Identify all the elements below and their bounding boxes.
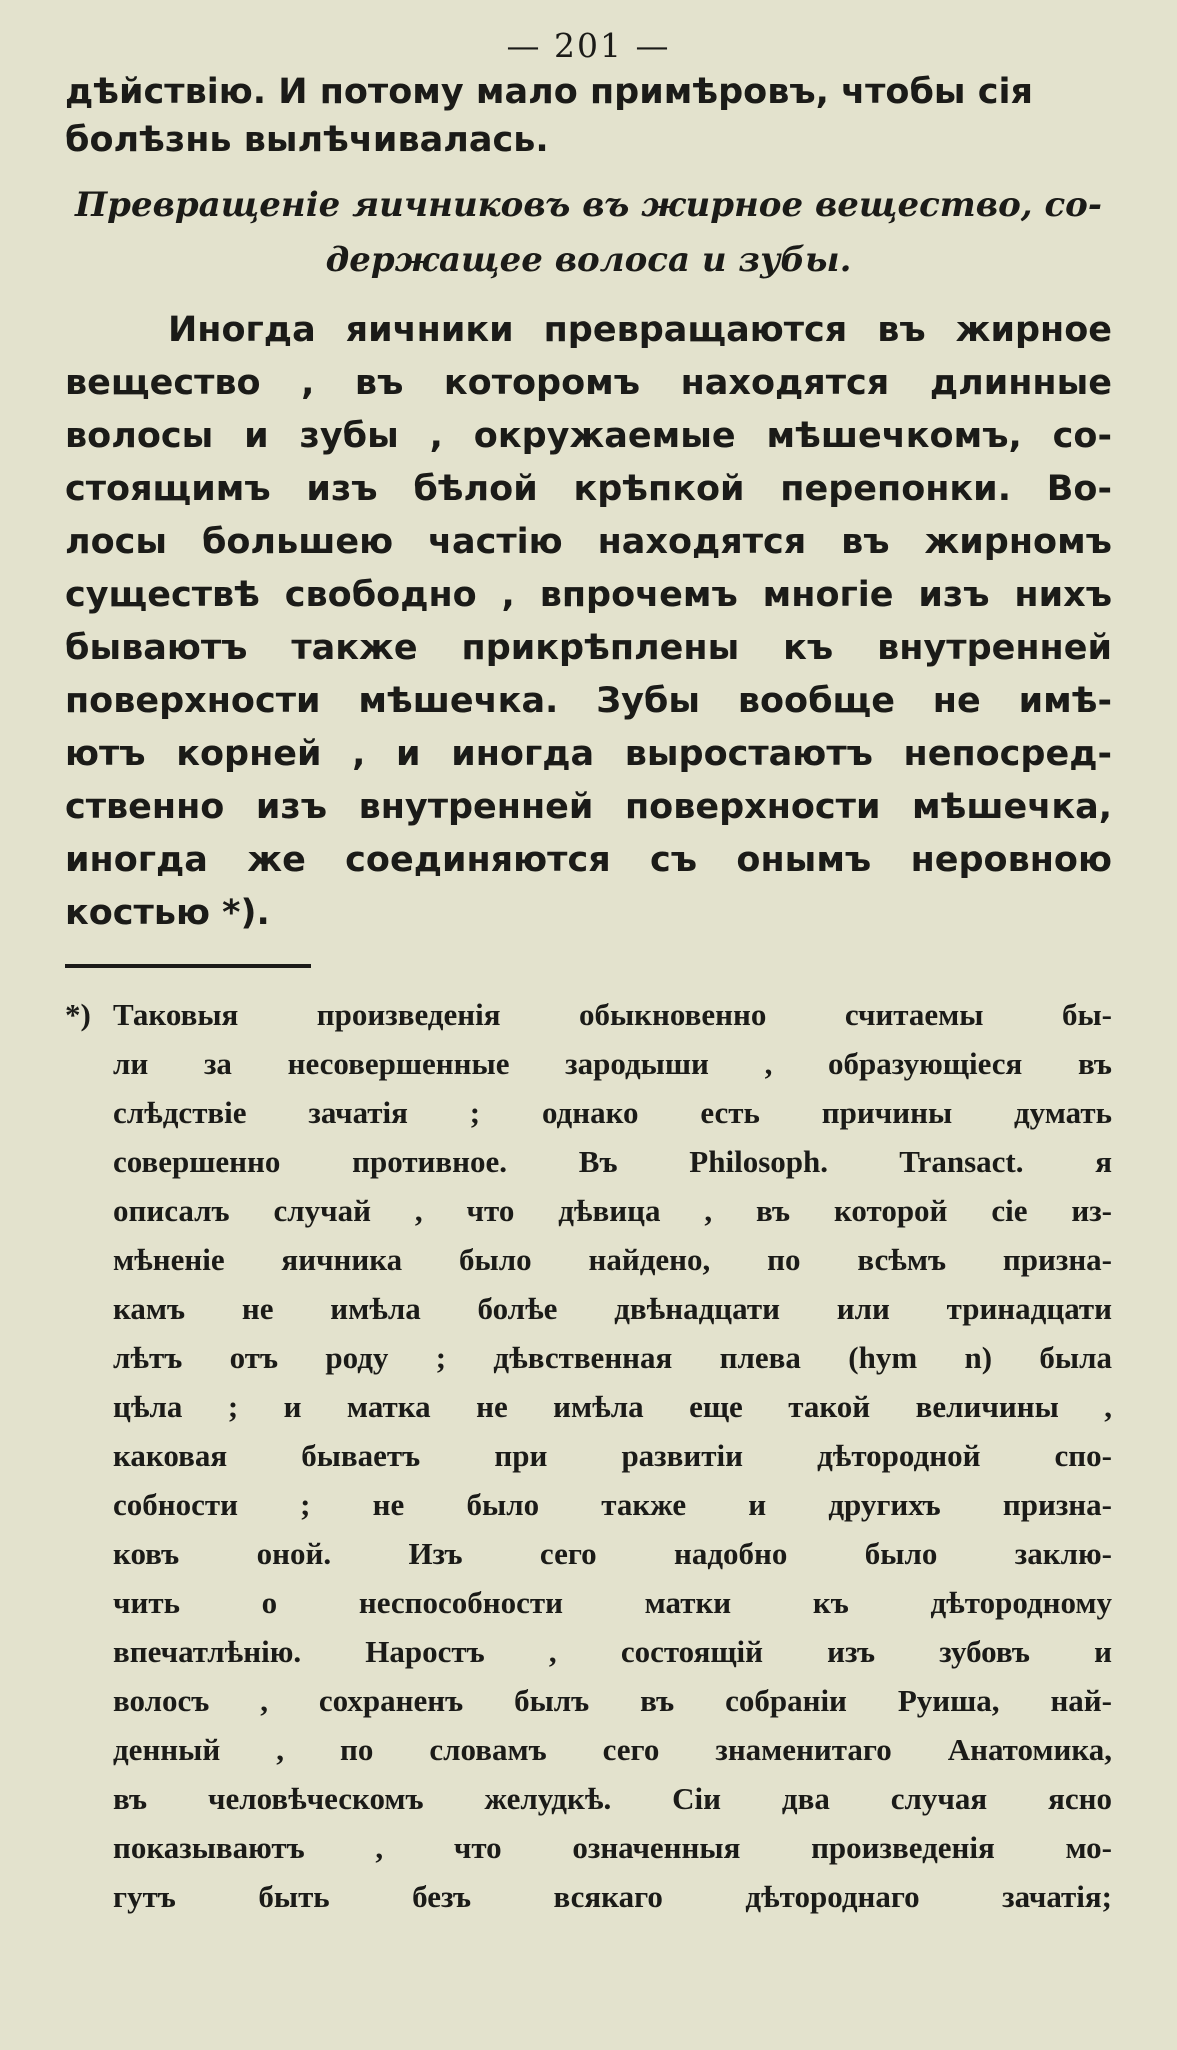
paragraph-line: существѣ свободно , впрочемъ многіе изъ нихъ xyxy=(65,575,1112,615)
footnote-line: описалъ случай , что дѣвица , въ которой сіе из- xyxy=(113,1193,1112,1228)
footnote-line: ковъ оной. Изъ сего надобно было заклю- xyxy=(113,1536,1112,1571)
paragraph-line: иногда же соединяются съ онымъ неровною xyxy=(65,840,1112,880)
footnote-line: денный , по словамъ сего знаменитаго Анатомика, xyxy=(113,1732,1112,1767)
footnote-line: показываютъ , что означенныя произведенія мо- xyxy=(113,1830,1112,1865)
footnote-marker: *) xyxy=(65,997,91,1032)
paragraph-line: Иногда яичники превращаются въ жирное xyxy=(168,310,1112,350)
footnote-line: Таковыя произведенія обыкновенно считаемы бы- xyxy=(113,997,1112,1032)
paragraph-line: волосы и зубы , окружаемые мѣшечкомъ, со- xyxy=(65,416,1112,456)
paragraph-line: стоящимъ изъ бѣлой крѣпкой перепонки. Во- xyxy=(65,469,1112,509)
paragraph-line: костью *). xyxy=(65,893,270,933)
paragraph-line: бываютъ также прикрѣплены къ внутренней xyxy=(65,628,1112,668)
section-heading-line: держащее волоса и зубы. xyxy=(325,240,852,280)
footnote-line: въ человѣческомъ желудкѣ. Сіи два случая ясно xyxy=(113,1781,1112,1816)
footnote-line: чить о неспособности матки къ дѣтородному xyxy=(113,1585,1112,1620)
paragraph-line: ственно изъ внутренней поверхности мѣшечка, xyxy=(65,787,1112,827)
footnote-line: лѣтъ отъ роду ; дѣвственная плева (hym n) была xyxy=(113,1340,1112,1375)
footnote-separator xyxy=(65,964,311,968)
footnote-line: каковая бываетъ при развитіи дѣтородной спо- xyxy=(113,1438,1112,1473)
page-number: — 201 — xyxy=(506,26,671,65)
footnote-line: гутъ быть безъ всякаго дѣтороднаго зачатія; xyxy=(113,1879,1112,1914)
paragraph-line: ютъ корней , и иногда выростаютъ непосред- xyxy=(65,734,1112,774)
footnote-line: волосъ , сохраненъ былъ въ собраніи Руиша, най- xyxy=(113,1683,1112,1718)
section-heading-line: Превращеніе яичниковъ въ жирное вещество, со- xyxy=(75,185,1102,225)
footnote-line: собности ; не было также и другихъ призна- xyxy=(113,1487,1112,1522)
footnote-line: камъ не имѣла болѣе двѣнадцати или тринадцати xyxy=(113,1291,1112,1326)
footnote-line: мѣненіе яичника было найдено, по всѣмъ призна- xyxy=(113,1242,1112,1277)
paragraph-line: поверхности мѣшечка. Зубы вообще не имѣ- xyxy=(65,681,1112,721)
footnote-line: слѣдствіе зачатія ; однако есть причины думать xyxy=(113,1095,1112,1130)
paragraph-line: вещество , въ которомъ находятся длинные xyxy=(65,363,1112,403)
footnote-line: цѣла ; и матка не имѣла еще такой величины , xyxy=(113,1389,1112,1424)
text-line: дѣйствію. И потому мало примѣровъ, чтобы сія xyxy=(65,72,1033,112)
footnote-line: впечатлѣнію. Наростъ , состоящій изъ зубовъ и xyxy=(113,1634,1112,1669)
paragraph-line: лосы большею частію находятся въ жирномъ xyxy=(65,522,1112,562)
footnote-line: ли за несовершенные зародыши , образующіеся въ xyxy=(113,1046,1112,1081)
text-line: болѣзнь вылѣчивалась. xyxy=(65,120,549,160)
footnote-line: совершенно противное. Въ Philosoph. Transact. я xyxy=(113,1144,1112,1179)
